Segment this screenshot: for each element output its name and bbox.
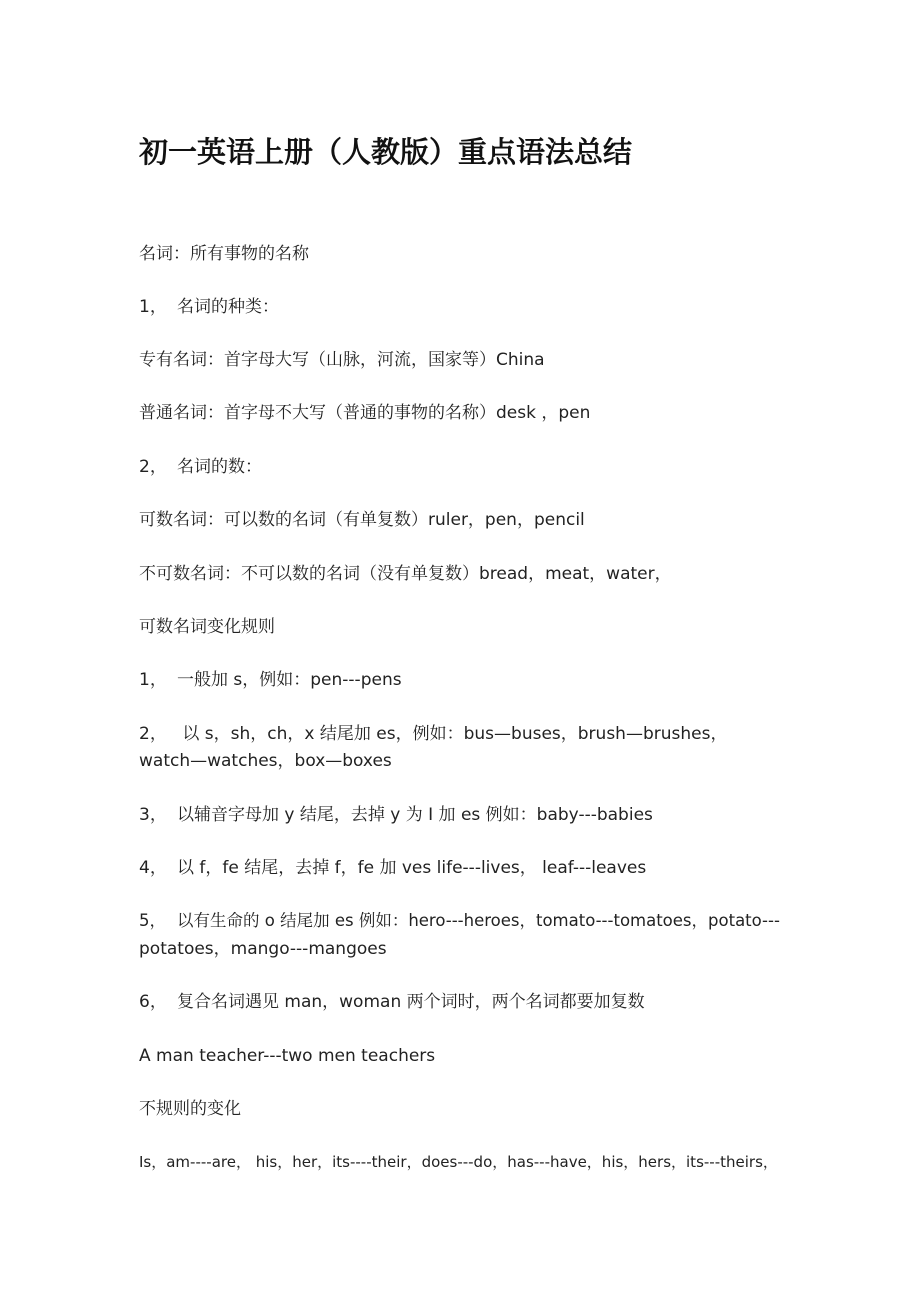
text-line xyxy=(139,1095,789,1123)
text-line xyxy=(139,907,789,935)
line-text: Is，am----are， his，her，its----their，does---do，has---have，his，hers，its---theirs， xyxy=(139,1153,778,1171)
line-text: A man teacher---two men teachers xyxy=(139,1046,436,1066)
text-line xyxy=(139,666,789,694)
text-line xyxy=(139,935,789,963)
line-text: 一般加 s，例如：pen---pens xyxy=(177,670,402,690)
document-title: 初一英语上册（人教版）重点语法总结 xyxy=(139,135,633,169)
text-line xyxy=(139,293,789,321)
text-line xyxy=(139,854,789,882)
line-number: 2， xyxy=(139,724,167,744)
text-line xyxy=(139,1148,789,1176)
text-line xyxy=(139,747,789,775)
line-text: 以辅音字母加 y 结尾，去掉 y 为 I 加 es 例如：baby---babies xyxy=(177,805,653,825)
line-number: 1， xyxy=(139,670,167,690)
line-number: 6， xyxy=(139,992,167,1012)
line-number: 4， xyxy=(139,858,167,878)
text-line xyxy=(139,801,789,829)
line-number: 5， xyxy=(139,911,166,930)
line-text: 普通名词：首字母不大写（普通的事物的名称）desk ，pen xyxy=(139,403,591,423)
line-text: 可数名词：可以数的名词（有单复数）ruler，pen，pencil xyxy=(139,510,585,530)
line-text: 复合名词遇见 man，woman 两个词时，两个名词都要加复数 xyxy=(177,992,645,1012)
text-line xyxy=(139,240,789,268)
line-text: 以 f，fe 结尾，去掉 f，fe 加 ves life---lives， leaf---leaves xyxy=(177,858,647,878)
line-text: 以 s，sh，ch，x 结尾加 es，例如：bus—buses，brush—brushes， xyxy=(177,724,728,744)
line-number: 1， xyxy=(139,297,167,317)
text-line xyxy=(139,506,789,534)
line-text: 名词的种类： xyxy=(177,297,279,317)
text-line xyxy=(139,613,789,641)
line-text: watch—watches，box—boxes xyxy=(139,751,392,771)
text-line xyxy=(139,453,789,481)
text-line xyxy=(139,560,789,588)
line-text: 专有名词：首字母大写（山脉，河流，国家等）China xyxy=(139,350,545,370)
text-line xyxy=(139,399,789,427)
line-text: 不可数名词：不可以数的名词（没有单复数）bread，meat，water， xyxy=(139,564,672,584)
line-text: 可数名词变化规则 xyxy=(139,617,275,637)
text-line xyxy=(139,1042,789,1070)
line-text: 以有生命的 o 结尾加 es 例如：hero---heroes，tomato---tomatoes，potato--- xyxy=(177,911,780,930)
line-text: 名词：所有事物的名称 xyxy=(139,244,309,264)
line-text: 名词的数： xyxy=(177,457,262,477)
line-number: 3， xyxy=(139,805,167,825)
line-text: 不规则的变化 xyxy=(139,1099,241,1119)
line-number: 2， xyxy=(139,457,167,477)
line-text: potatoes，mango---mangoes xyxy=(139,939,387,959)
text-line xyxy=(139,720,789,748)
text-line xyxy=(139,346,789,374)
text-line xyxy=(139,988,789,1016)
